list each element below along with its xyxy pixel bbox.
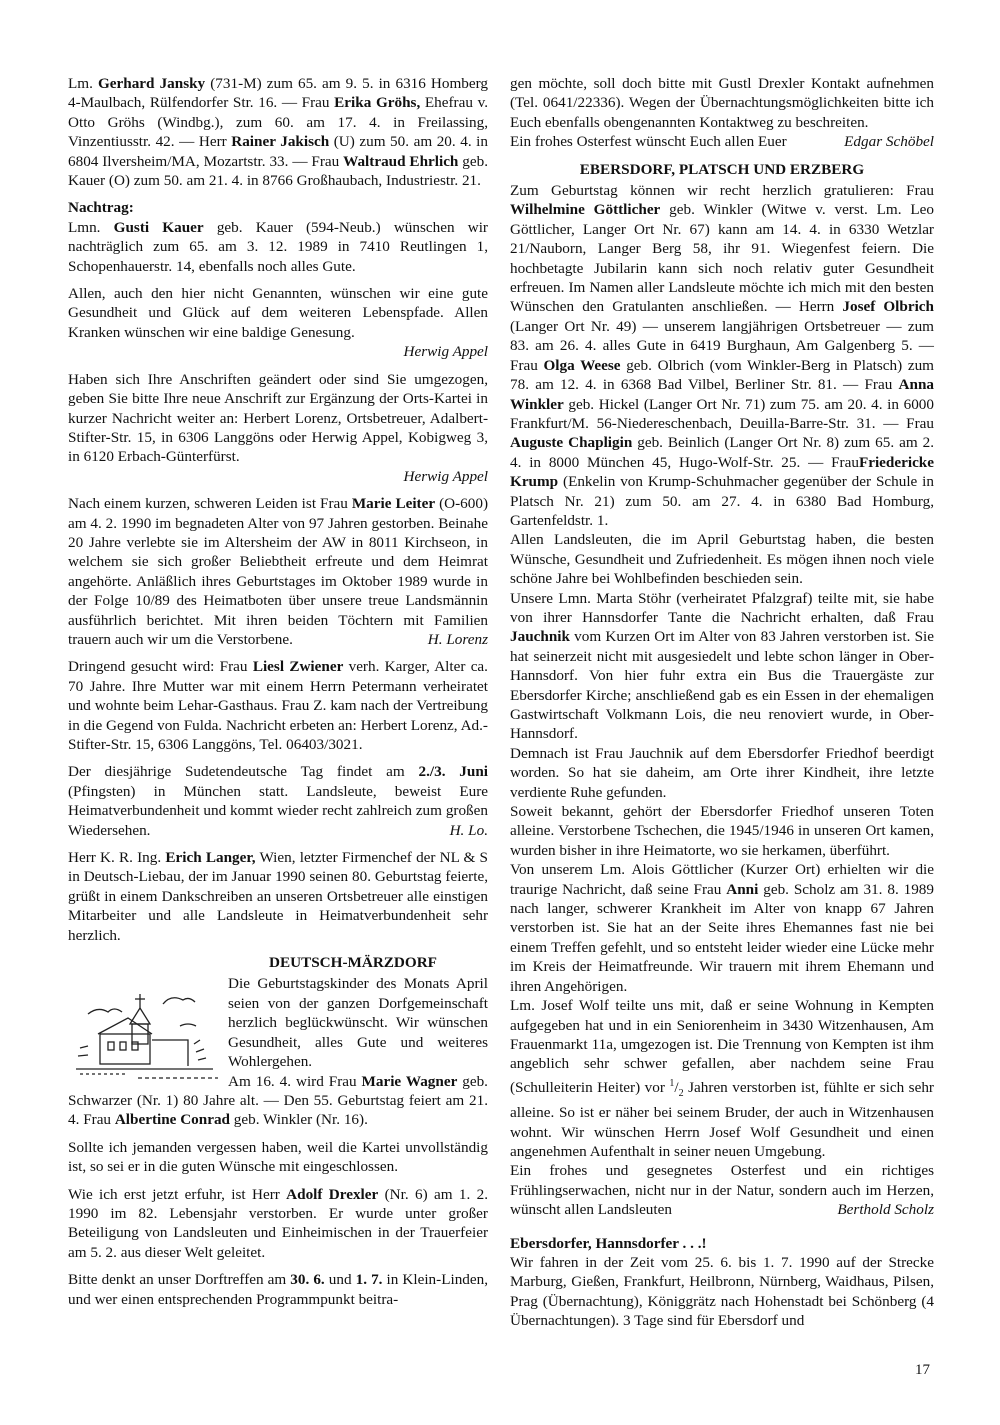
forgotten-paragraph: Sollte ich jemanden vergessen haben, weil die Kartei unvollständig ist, so sei er in die guten Wünsche mit eingeschlossen.	[68, 1138, 488, 1176]
address-change-paragraph: Haben sich Ihre Anschriften geändert oder sind Sie umgezogen, geben Sie bitte Ihre neue Anschrift zur Ergänzung der Orts-Kartei in kurzer Nachricht weiter an: Herbert Lorenz, Ortsbetreuer, Adalbert-Stifter-Str. 15, in 6306 Langgöns oder Herwig Appel, Kobigweg 3, in 6120 Erbach-Günterfürst.	[68, 370, 488, 466]
signature-herwig-appel: Herwig Appel	[403, 343, 488, 361]
deutsch-maerzdorf-birthdays: Am 16. 4. wird Frau Marie Wagner geb. Schwarzer (Nr. 1) 80 Jahre alt. — Den 55. Geburtstag feiert am 21. 4. Frau Albertine Conrad geb. Winkler (Nr. 16).	[68, 1072, 488, 1129]
deutsch-maerzdorf-block	[68, 974, 488, 1137]
jauchnik-notice: Unsere Lmn. Marta Stöhr (verheiratet Pfalzgraf) teilte mit, sie habe von ihrer Hannsdorfer Tante die Nachricht erhalten, daß Frau Jauchnik vom Kurzen Ort im Alter von 83 Jahren verstorben ist. Sie hat seinerzeit nicht mit ausgesiedelt und lebte schon länger in Ober-Hannsdorf. Von hier fuhr extra ein Bus die Trauergäste zur Ebersdorfer Kirche; anschließend gab es ein Essen in der ehemaligen Gastwirtschaft Volkmann Lois, die neu renoviert wurde, in Ober-Hannsdorf.	[510, 589, 934, 743]
easter-greeting-scholz: Ein frohes und gesegnetes Osterfest und ein richtiges Frühlingserwachen, nicht nur in der Natur, sondern auch im Herzen, wünscht allen Landsleuten Berthold Scholz	[510, 1162, 934, 1219]
josef-wolf-paragraph: Lm. Josef Wolf teilte uns mit, daß er seine Wohnung in Kempten aufgegeben hat und in ein Seniorenheim in 3430 Witzenhausen, Am Frauenmarkt 11a, umgezogen ist. Die Trennung von Kempten ist ihm angeblich sehr schwer gefallen, aber nachdem seine Frau (Schulleiterin Heiter) vor $^1/_2$ Jahren verstorben ist, fühlte er sich sehr alleine. So ist er näher bei seinem Bruder, der auch in Witzenhausen wohnt. Wir wünschen Herrn Josef Wolf Gesundheit und einen angenehmen Aufenthalt in seiner neuen Umgebung.	[510, 997, 934, 1161]
trip-paragraph: Wir fahren in der Zeit vom 25. 6. bis 1. 7. 1990 auf der Strecke Marburg, Gießen, Frankfurt, Heilbronn, Nürnberg, Waidhaus, Pilsen, Prag (Übernachtung), Königgrätz nach Hohenstadt bei Schönberg (4 Übernachtungen). 3 Tage sind für Ebersdorf und	[510, 1254, 934, 1330]
section-heading-deutsch-maerzdorf: DEUTSCH-MÄRZDORF	[269, 954, 437, 972]
easter-greeting-schoebel: Ein frohes Osterfest wünscht Euch allen Euer Edgar Schöbel	[510, 133, 934, 151]
ebersdorf-birthdays: Zum Geburtstag können wir recht herzlich gratulieren: Frau Wilhelmine Göttlicher geb. Winkler (Witwe v. verst. Lm. Leo Göttlicher, Langer Ort Nr. 67) kann am 14. 4. in 6330 Wetzlar 21/Nauborn, Langer Berg 58, ihr 91. Wiegenfest feiern. Die hochbetagte Jubilarin kann sich noch relativ guter Gesundheit erfreuen. Im Namen aller Landsleute möchte ich mich mit den besten Wünschen den Gratulanten anschließen. — Herrn Josef Olbrich (Langer Ort Nr. 49) — unserem langjährigen Ortsbetreuer — zum 83. am 26. 4. alles Gute in 6419 Burghaun, Am Galgenberg 5. — Frau Olga Weese geb. Olbrich (vom Winkler-Berg in Platsch) zum 78. am 12. 4. in 6368 Bad Vilbel, Berliner Str. 81. — Frau Anna Winkler geb. Hickel (Langer Ort Nr. 71) zum 75. am 20. 4. in 6000 Frankfurt/M. 56-Niedereschenbach, Deuilla-Barre-Str. 31. — Frau Auguste Chapligin geb. Beinlich (Langer Ort Nr. 8) zum 65. am 2. 4. in 8000 München 45, Hugo-Wolf-Str. 25. — FrauFriedericke Krump (Enkelin von Krump-Schuhmacher gegenüber der Schule in Platsch Nr. 21) zum 50. am 27. 4. in 6380 Bad Homburg, Gartenfeldstr. 1.	[510, 182, 935, 529]
signature-edgar-schoebel: Edgar Schöbel	[844, 133, 934, 151]
ebersdorf-wishes: Allen Landsleuten, die im April Geburtstag haben, die besten Wünsche, Gesundheit und Zufriedenheit. Es mögen ihnen noch viele schöne Jahre bei Wohlbefinden beschieden sein.	[510, 531, 934, 588]
anni-scholz-obituary: Von unserem Lm. Alois Göttlicher (Kurzer Ort) erhielten wir die traurige Nachricht, daß seine Frau Anni geb. Scholz am 31. 8. 1989 nach langer, schwerer Krankheit im Alter von knapp 67 Jahren verstorben ist. Sie hat an der Seite ihres Ehemannes fast nie bei einem Treffen gefehlt, und so entsteht leider wieder eine Lücke mehr im Kreis der Heimatfreunde. Wir trauern mit ihrem Ehemann und ihren Angehörigen.	[510, 861, 934, 995]
friedhof-paragraph: Soweit bekannt, gehört der Ebersdorfer Friedhof unseren Toten alleine. Verstorbene Tschechen, die 1945/1946 in unseren Ort kamen, wurden bisher in ihre Heimatorte, wo sie herkamen, überführt.	[510, 803, 934, 859]
erich-langer-paragraph: Herr K. R. Ing. Erich Langer, Wien, letzter Firmenchef der NL & S in Deutsch-Liebau, der im Januar 1990 seinen 80. Geburtstag feierte, grüßt in einem Dankschreiben an unseren Ortsbetreuer alle einstigen Mitarbeiter und alle Landsleute in Heimatverbundenheit sehr herzlich.	[68, 849, 488, 944]
right-column	[510, 74, 934, 1331]
deutsch-maerzdorf-greeting: Die Geburtstagskinder des Monats April seien von der ganzen Dorfgemeinschaft herzlich beglückwünscht. Wir wünschen Gesundheit, alles Gute und weiteres Wohlergehen.	[228, 975, 488, 1071]
signature-h-lo: H. Lo.	[449, 821, 488, 839]
signature-herwig-appel-2: Herwig Appel	[403, 467, 488, 485]
jauchnik-burial: Demnach ist Frau Jauchnik auf dem Ebersdorfer Friedhof beerdigt worden. So hat sie daheim, am Orte ihrer Kindheit, ihre letzte verdiente Ruhe gefunden.	[510, 744, 934, 801]
village-church-illustration	[68, 974, 220, 1084]
nachtrag-heading: Nachtrag:	[68, 199, 134, 217]
search-notice-paragraph: Dringend gesucht wird: Frau Liesl Zwiener verh. Karger, Alter ca. 70 Jahre. Ihre Mutter war mit einem Herrn Petermann verheiratet und wohnte beim Lehar-Gasthaus. Frau Z. kam nach der Vertreibung in die Gegend von Fulda. Nachricht erbeten an: Herbert Lorenz, Ad.-Stifter-Str. 15, 6306 Langgöns, Tel. 06403/3021.	[68, 658, 488, 753]
left-column	[68, 74, 488, 1317]
hannsdorfer-subheading: Ebersdorfer, Hannsdorfer . . .!	[510, 1234, 707, 1252]
page-number: 17	[915, 1362, 930, 1378]
sudetendeutscher-tag-paragraph: Der diesjährige Sudetendeutsche Tag findet am 2./3. Juni (Pfingsten) in München statt. Landsleute, beweist Eure Heimatverbundenheit und kommt wieder recht zahlreich zum großen Wiedersehen. H. Lo.	[68, 763, 488, 839]
obituary-adolf-drexler: Wie ich erst jetzt erfuhr, ist Herr Adolf Drexler (Nr. 6) am 1. 2. 1990 im 82. Lebensjahr verstorben. Er wurde unter großer Beteiligung von Landsleuten und Einheimischen in der Trauerfeier am 5. 2. aus dieser Welt geleitet.	[68, 1185, 488, 1261]
dorftreffen-paragraph: Bitte denkt an unser Dorftreffen am 30. 6. und 1. 7. in Klein-Linden, und wer einen entsprechenden Programmpunkt beitra-	[68, 1271, 489, 1308]
section-heading-ebersdorf: EBERSDORF, PLATSCH UND ERZBERG	[579, 160, 865, 178]
continuation-paragraph: gen möchte, soll doch bitte mit Gustl Drexler Kontakt aufnehmen (Tel. 0641/22336). Wegen der Übernachtungsmöglichkeiten bitte ich Euch ebenfalls obengenannten Kontaktweg zu beschreiten.	[510, 75, 934, 131]
nachtrag-paragraph: Lmn. Gusti Kauer geb. Kauer (594-Neub.) wünschen wir nachträglich zum 65. am 3. 12. 1989 in 7410 Reutlingen 1, Schopenhauerstr. 14, ebenfalls noch alles Gute.	[68, 218, 488, 275]
wishes-paragraph: Allen, auch den hier nicht Genannten, wünschen wir eine gute Gesundheit und Glück auf dem weiteren Lebenspfade. Allen Kranken wünschen wir eine baldige Genesung.	[68, 285, 488, 341]
birthday-list-paragraph: Lm. Gerhard Jansky (731-M) zum 65. am 9. 5. in 6316 Homberg 4-Maulbach, Rülfendorfer Str. 16. — Frau Erika Gröhs, Ehefrau v. Otto Gröhs (Windbg.), zum 60. am 17. 4. in Freilassing, Vinzentiusstr. 42. — Herr Rainer Jakisch (U) zum 50. am 20. 4. in 6804 Ilversheim/MA, Mozartstr. 33. — Frau Waltraud Ehrlich geb. Kauer (O) zum 50. am 21. 4. in 8766 Großhaubach, Industriestr. 21.	[68, 75, 489, 190]
obituary-marie-leiter: Nach einem kurzen, schweren Leiden ist Frau Marie Leiter (O-600) am 4. 2. 1990 im begnadeten Alter von 97 Jahren gestorben. Beinahe 20 Jahre verlebte sie im Altersheim der AW in 8011 Kirchseon, in welchem sie sich großer Beliebtheit erfreute und dem Heimrat angehörte. Anläßlich ihres Geburtstages im Oktober 1989 wurde in der Folge 10/89 des Heimatboten über unsere treue Landsmännin ausführlich berichtet. Mit ihren beiden Töchtern mit Familien trauern auch wir um die Verstorbene. H. Lorenz	[68, 495, 488, 648]
signature-berthold-scholz: Berthold Scholz	[837, 1201, 934, 1219]
signature-h-lorenz: H. Lorenz	[427, 630, 488, 648]
